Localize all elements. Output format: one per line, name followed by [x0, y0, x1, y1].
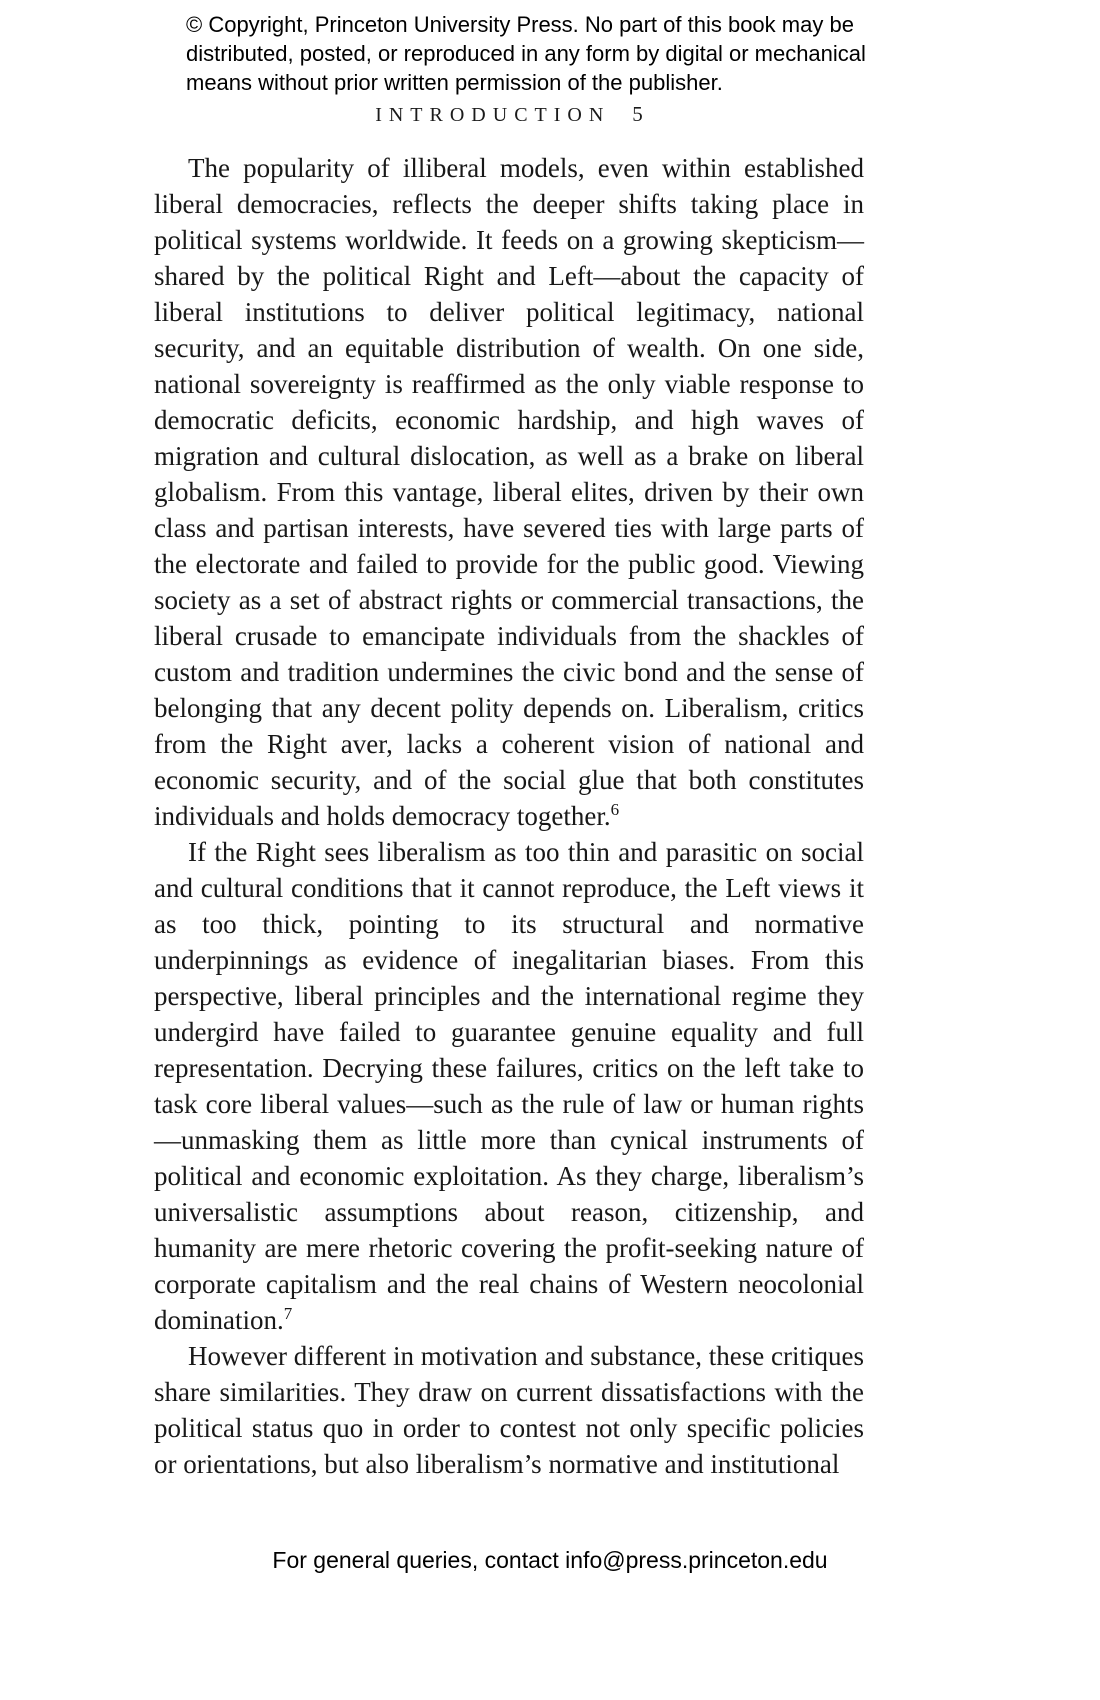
paragraph	[154, 1338, 864, 1482]
body-text	[154, 150, 864, 1482]
paragraph-text: If the Right sees liberalism as too thin and parasitic on social and cultural conditions that it cannot reproduce, the Left views it as too thick, pointing to its structural and normative underpinnings as evidence of inegalitarian biases. From this perspective, liberal principles and the international regime they undergird have failed to guarantee genuine equality and full representation. Decrying these failures, critics on the left take to task core liberal values—such as the rule of law or human rights—unmasking them as little more than cynical instruments of political and economic exploitation. As they charge, liberalism’s universalistic assumptions about reason, citizenship, and humanity are mere rhetoric covering the profit-seeking nature of corporate capitalism and the real chains of Western neocolonial domination.	[154, 837, 864, 1335]
copyright-line: distributed, posted, or reproduced in any form by digital or mechanical	[186, 41, 866, 66]
paragraph-text: The popularity of illiberal models, even within established liberal democracies, reflects the deeper shifts taking place in political systems worldwide. It feeds on a growing skepticism—shared by the political Right and Left—about the capacity of liberal institutions to deliver political legitimacy, national security, and an equitable distribution of wealth. On one side, national sovereignty is reaffirmed as the only viable response to democratic deficits, economic hardship, and high waves of migration and cultural dislocation, as well as a brake on liberal globalism. From this vantage, liberal elites, driven by their own class and partisan interests, have severed ties with large parts of the electorate and failed to provide for the public good. Viewing society as a set of abstract rights or commercial transactions, the liberal crusade to emancipate individuals from the shackles of custom and tradition undermines the civic bond and the sense of belonging that any decent polity depends on. Liberalism, critics from the Right aver, lacks a coherent vision of national and economic security, and of the social glue that both constitutes individuals and holds democracy together.	[154, 153, 864, 831]
footnote-ref: 6	[610, 800, 620, 819]
page-number: 5	[632, 102, 643, 126]
paragraph	[154, 834, 864, 1338]
paragraph-text: However different in motivation and substance, these critiques share similarities. They draw on current dissatisfactions with the political status quo in order to contest not only specific policies or orientations, but also liberalism’s normative and institutional	[154, 1341, 864, 1479]
footnote-ref: 7	[283, 1304, 293, 1323]
copyright-line: means without prior written permission of the publisher.	[186, 70, 723, 95]
copyright-line: © Copyright, Princeton University Press. No part of this book may be	[186, 12, 854, 37]
footer-query-line: For general queries, contact info@press.princeton.edu	[272, 1547, 828, 1573]
copyright-notice	[186, 10, 876, 97]
chapter-title: INTRODUCTION	[375, 104, 611, 126]
paragraph	[154, 150, 864, 834]
running-head	[154, 102, 864, 127]
